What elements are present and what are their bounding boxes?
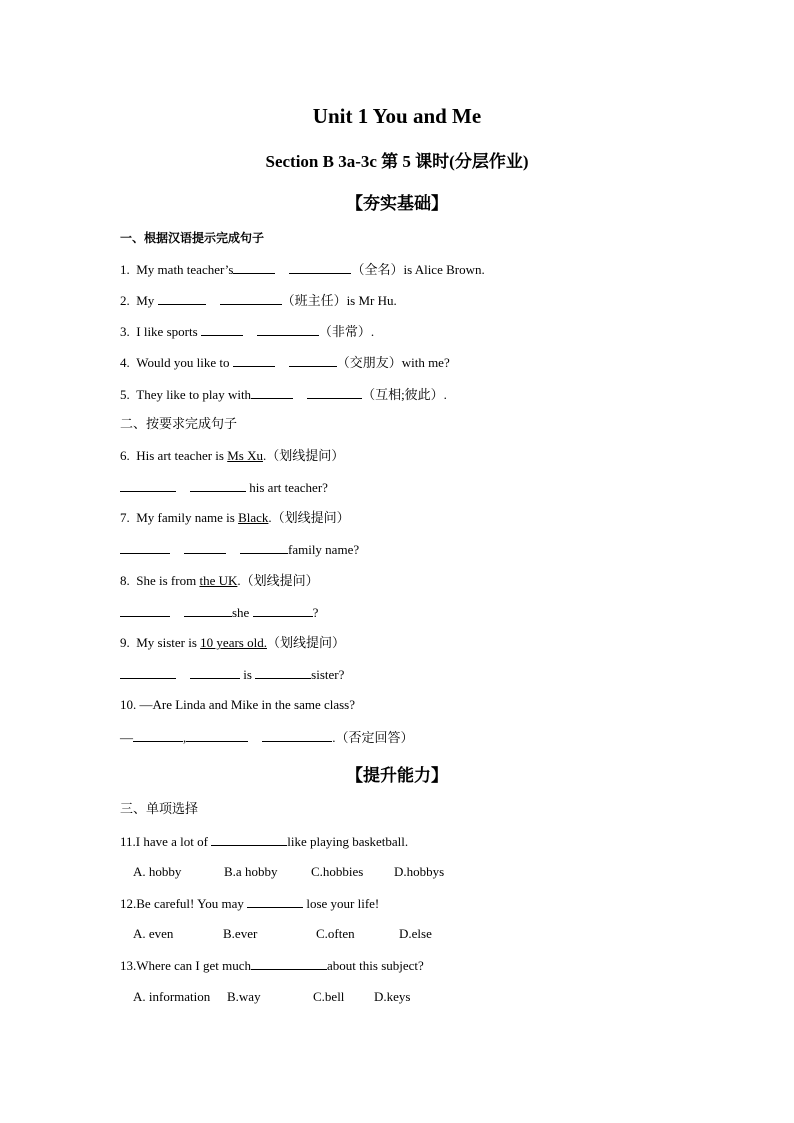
option-a[interactable]: A. information [133, 989, 211, 1004]
answer-blank[interactable] [307, 385, 362, 399]
question-hint: （全名）is Alice Brown. [351, 262, 485, 277]
question-number: 4. [120, 355, 130, 370]
option-d[interactable]: D.else [399, 926, 432, 941]
answer-dash: — [120, 730, 133, 745]
question-instruction: .（划线提问） [262, 448, 345, 463]
answer-text: she [232, 605, 250, 620]
question-number: 6. [120, 448, 130, 463]
answer-blank[interactable] [247, 894, 303, 908]
question-text: lose your life! [306, 896, 380, 911]
answer-text: family name? [288, 542, 360, 557]
answer-blank[interactable] [211, 832, 287, 846]
answer-blank[interactable] [158, 291, 206, 305]
question-11 [120, 832, 408, 851]
question-hint: （互相;彼此）. [362, 387, 447, 402]
answer-blank[interactable] [201, 322, 243, 336]
answer-blank[interactable] [262, 728, 332, 742]
answer-text: is [243, 667, 252, 682]
answer-blank[interactable] [233, 260, 275, 274]
answer-blank[interactable] [251, 956, 327, 970]
answer-comma: , [183, 730, 187, 745]
section-basic-heading: 【夯实基础】 [346, 194, 448, 214]
page-subtitle: Section B 3a-3c 第 5 课时(分层作业) [265, 152, 529, 171]
option-c[interactable]: C.bell [313, 989, 345, 1004]
answer-blank[interactable] [120, 603, 170, 617]
page-title: Unit 1 You and Me [312, 104, 482, 128]
question-1 [120, 260, 485, 279]
part3-heading: 三、单项选择 [120, 802, 199, 817]
question-2 [120, 291, 397, 310]
answer-blank[interactable] [253, 603, 313, 617]
question-number: 3. [120, 324, 130, 339]
answer-blank[interactable] [220, 291, 282, 305]
options-12 [133, 925, 432, 943]
question-text: My math teacher’s [136, 262, 234, 277]
question-text: 12.Be careful! You may [120, 896, 244, 911]
question-text: 11.I have a lot of [120, 834, 208, 849]
question-hint: （交朋友）with me? [336, 355, 450, 370]
answer-blank[interactable] [120, 665, 176, 679]
question-text: like playing basketball. [287, 834, 409, 849]
answer-blank[interactable] [289, 260, 351, 274]
question-text: Would you like to [136, 355, 230, 370]
question-text: My family name is [136, 510, 235, 525]
question-number: 10. [120, 697, 137, 712]
options-11 [133, 863, 444, 881]
question-instruction: .（划线提问） [268, 510, 350, 525]
question-text: She is from [136, 573, 197, 588]
answer-line-6 [120, 478, 328, 497]
answer-blank[interactable] [186, 728, 248, 742]
question-3 [120, 322, 374, 341]
option-c[interactable]: C.hobbies [311, 864, 364, 879]
answer-blank[interactable] [255, 665, 311, 679]
option-a[interactable]: A. even [133, 926, 174, 941]
answer-instruction: .（否定回答） [332, 730, 414, 745]
answer-line-7 [120, 540, 359, 559]
answer-line-9 [120, 665, 344, 684]
question-instruction: .（划线提问） [237, 573, 319, 588]
part2-heading: 二、按要求完成句子 [120, 417, 238, 432]
underlined-phrase: the UK [199, 573, 238, 588]
question-number: 2. [120, 293, 130, 308]
answer-blank[interactable] [120, 540, 170, 554]
question-text: 13.Where can I get much [120, 958, 252, 973]
answer-blank[interactable] [190, 665, 240, 679]
answer-blank[interactable] [240, 540, 288, 554]
option-b[interactable]: B.ever [223, 926, 258, 941]
part1-heading: 一、根据汉语提示完成句子 [120, 231, 265, 245]
question-7 [120, 509, 350, 527]
question-text: My [136, 293, 155, 308]
answer-text: sister? [311, 667, 345, 682]
question-5 [120, 385, 447, 404]
question-number: 9. [120, 635, 130, 650]
question-10 [120, 696, 355, 714]
question-text: I like sports [136, 324, 198, 339]
question-12 [120, 894, 379, 913]
question-13 [120, 956, 424, 975]
option-d[interactable]: D.keys [374, 989, 411, 1004]
question-text: His art teacher is [136, 448, 224, 463]
question-4 [120, 353, 450, 372]
underlined-phrase: 10 years old. [200, 635, 267, 650]
option-d[interactable]: D.hobbys [394, 864, 445, 879]
answer-blank[interactable] [251, 385, 293, 399]
underlined-phrase: Ms Xu [227, 448, 263, 463]
question-number: 8. [120, 573, 130, 588]
option-b[interactable]: B.a hobby [224, 864, 278, 879]
question-hint: （班主任）is Mr Hu. [281, 293, 397, 308]
option-c[interactable]: C.often [316, 926, 355, 941]
section-improve-heading: 【提升能力】 [346, 766, 448, 786]
question-instruction: （划线提问） [266, 635, 345, 650]
option-a[interactable]: A. hobby [133, 864, 182, 879]
answer-blank[interactable] [233, 353, 275, 367]
answer-blank[interactable] [184, 603, 232, 617]
question-text: My sister is [136, 635, 197, 650]
answer-blank[interactable] [184, 540, 226, 554]
answer-text: ? [312, 605, 319, 620]
answer-blank[interactable] [257, 322, 319, 336]
question-9 [120, 634, 345, 652]
answer-blank[interactable] [120, 478, 176, 492]
question-text: They like to play with [136, 387, 252, 402]
answer-blank[interactable] [289, 353, 337, 367]
answer-blank[interactable] [190, 478, 246, 492]
question-text: —Are Linda and Mike in the same class? [139, 697, 356, 712]
answer-text: his art teacher? [249, 480, 328, 495]
question-number: 5. [120, 387, 130, 402]
question-number: 1. [120, 262, 130, 277]
answer-blank[interactable] [133, 728, 183, 742]
question-text: about this subject? [327, 958, 424, 973]
question-hint: （非常）. [318, 324, 375, 339]
options-13 [133, 988, 410, 1006]
question-8 [120, 572, 319, 590]
question-6 [120, 447, 344, 465]
answer-line-8 [120, 603, 318, 622]
question-number: 7. [120, 510, 130, 525]
answer-line-10 [120, 728, 414, 747]
underlined-phrase: Black [238, 510, 269, 525]
option-b[interactable]: B.way [227, 989, 261, 1004]
